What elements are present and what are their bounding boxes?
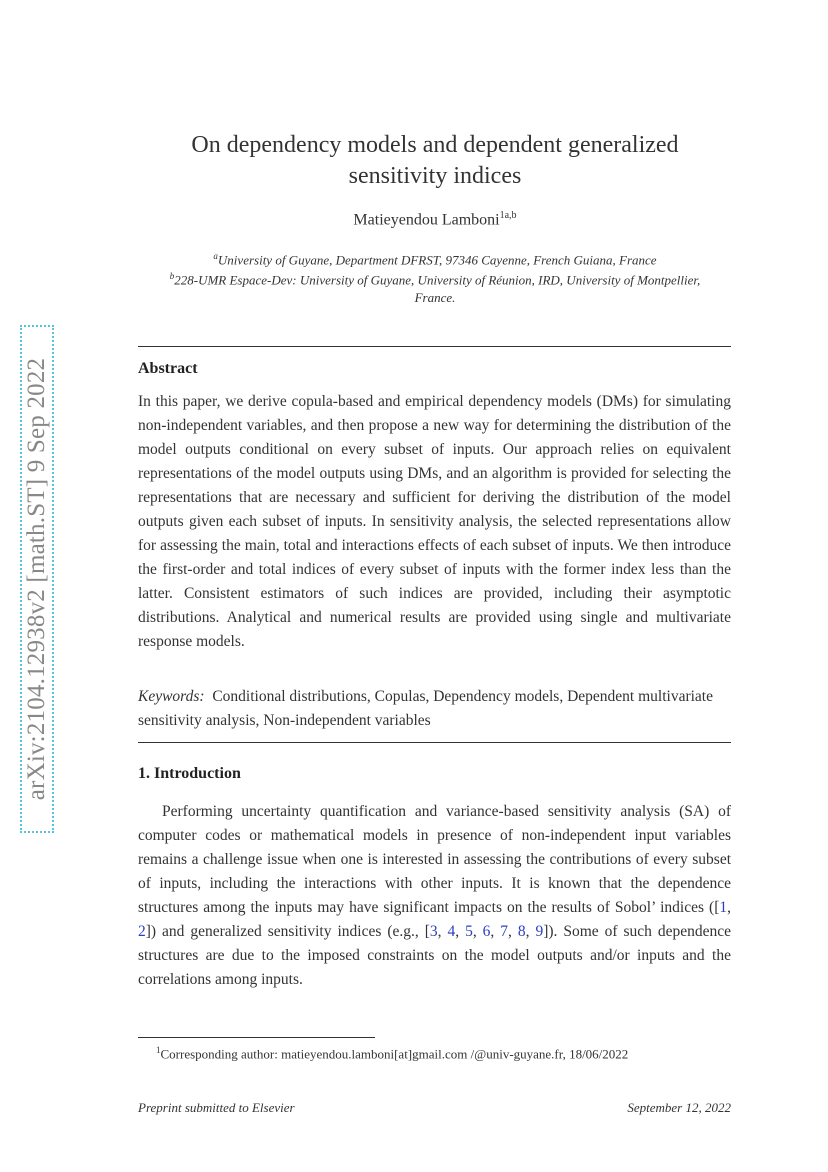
- citation-link[interactable]: 2: [138, 923, 146, 940]
- citation-link[interactable]: 6: [482, 923, 491, 940]
- author-name: Matieyendou Lamboni: [353, 211, 500, 229]
- author-marks: 1a,b: [499, 210, 517, 221]
- arxiv-stamp: [20, 325, 54, 833]
- arxiv-stamp-text: arXiv:2104.12938v2 [math.ST] 9 Sep 2022: [23, 357, 51, 801]
- affiliation-text: University of Guyane, Department DFRST, 97346 Cayenne, French Guiana, France: [217, 252, 657, 268]
- intro-text: ]) and generalized sensitivity indices (e.g., [: [145, 923, 430, 940]
- rule-top: [138, 346, 731, 347]
- paper-title: [140, 130, 730, 192]
- affiliation-mark: a: [213, 251, 218, 261]
- affiliation-mark: b: [169, 271, 175, 282]
- keywords-label: Keywords:: [138, 688, 205, 705]
- affiliation-b: [150, 268, 720, 305]
- footnote-text: Corresponding author: matieyendou.lamboni[at]gmail.com /@univ-guyane.fr, 18/06/2022: [160, 1046, 629, 1062]
- footer-journal: Preprint submitted to Elsevier: [138, 1100, 295, 1115]
- abstract-heading: Abstract: [138, 360, 198, 377]
- intro-text: ,: [727, 899, 731, 916]
- citation-link[interactable]: 3: [429, 923, 438, 940]
- citation-link[interactable]: 1: [719, 899, 728, 916]
- author: [140, 210, 730, 229]
- rule-bottom: [138, 742, 731, 743]
- footnote-rule: [138, 1037, 375, 1038]
- intro-paragraph: Performing uncertainty quantification and variance-based sensitivity analysis (SA) of computer codes or mathematical models in presence of non-independent input variables remains a challenge issue when one is interested in assessing the contributions of every subset of inputs, including the interactions with other inputs. It is known that the dependence structures among the inputs may have significant impacts on the results of Sobol’ indices ([1, 2]) and generalized sensitivity indices (e.g., [3, 4, 5, 6, 7, 8, 9]). Some of such dependence structures are due to the imposed constraints on the model outputs and/or inputs and the correlations among inputs.: [138, 803, 732, 988]
- keywords-text: Conditional distributions, Copulas, Dependency models, Dependent multivariate sensitivity analysis, Non-independent variables: [138, 688, 713, 729]
- affiliations: [150, 248, 720, 306]
- citation-link[interactable]: 7: [500, 923, 508, 940]
- citation-link[interactable]: 4: [447, 923, 456, 940]
- affiliation-a: [150, 248, 720, 268]
- title-line-2: sensitivity indices: [348, 163, 522, 189]
- citation-link[interactable]: 8: [517, 923, 526, 940]
- citation-link[interactable]: 5: [465, 923, 473, 940]
- title-line-1: On dependency models and dependent generalized: [191, 132, 679, 158]
- section-heading: 1. Introduction: [138, 765, 241, 782]
- footer-date: September 12, 2022: [627, 1100, 731, 1115]
- affiliation-text: 228-UMR Espace-Dev: University of Guyane, University of Réunion, IRD, University of Montpellier, France.: [174, 272, 701, 305]
- citation-link[interactable]: 9: [535, 923, 544, 940]
- abstract-text: In this paper, we derive copula-based and empirical dependency models (DMs) for simulating non-independent variables, and then propose a new way for determining the distribution of the model outputs conditional on every subset of inputs. Our approach relies on equivalent representations of the model outputs using DMs, and an algorithm is provided for selecting the representations that are necessary and sufficient for deriving the distribution of the model outputs given each subset of inputs. In sensitivity analysis, the selected representations allow for assessing the main, total and interactions effects of each subset of inputs. We then introduce the first-order and total indices of every subset of inputs with the former index less than the latter. Consistent estimators of such indices are provided, including their asymptotic distributions. Analytical and numerical results are provided using single and multivariate response models.: [138, 393, 731, 650]
- intro-text: ]). Some of such dependence structures are due to the imposed constraints on the model outputs and/or inputs and the correlations among inputs.: [138, 923, 732, 988]
- intro-text: Performing uncertainty quantification and variance-based sensitivity analysis (SA) of computer codes or mathematical models in presence of non-independent input variables remains a challenge issue when one is interested in assessing the contributions of every subset of inputs, including the interactions with other inputs. It is known that the dependence structures among the inputs may have significant impacts on the results of Sobol’ indices ([: [138, 803, 731, 916]
- footnote-mark: 1: [156, 1045, 161, 1055]
- keywords: [138, 685, 731, 733]
- footnote: [138, 1042, 731, 1062]
